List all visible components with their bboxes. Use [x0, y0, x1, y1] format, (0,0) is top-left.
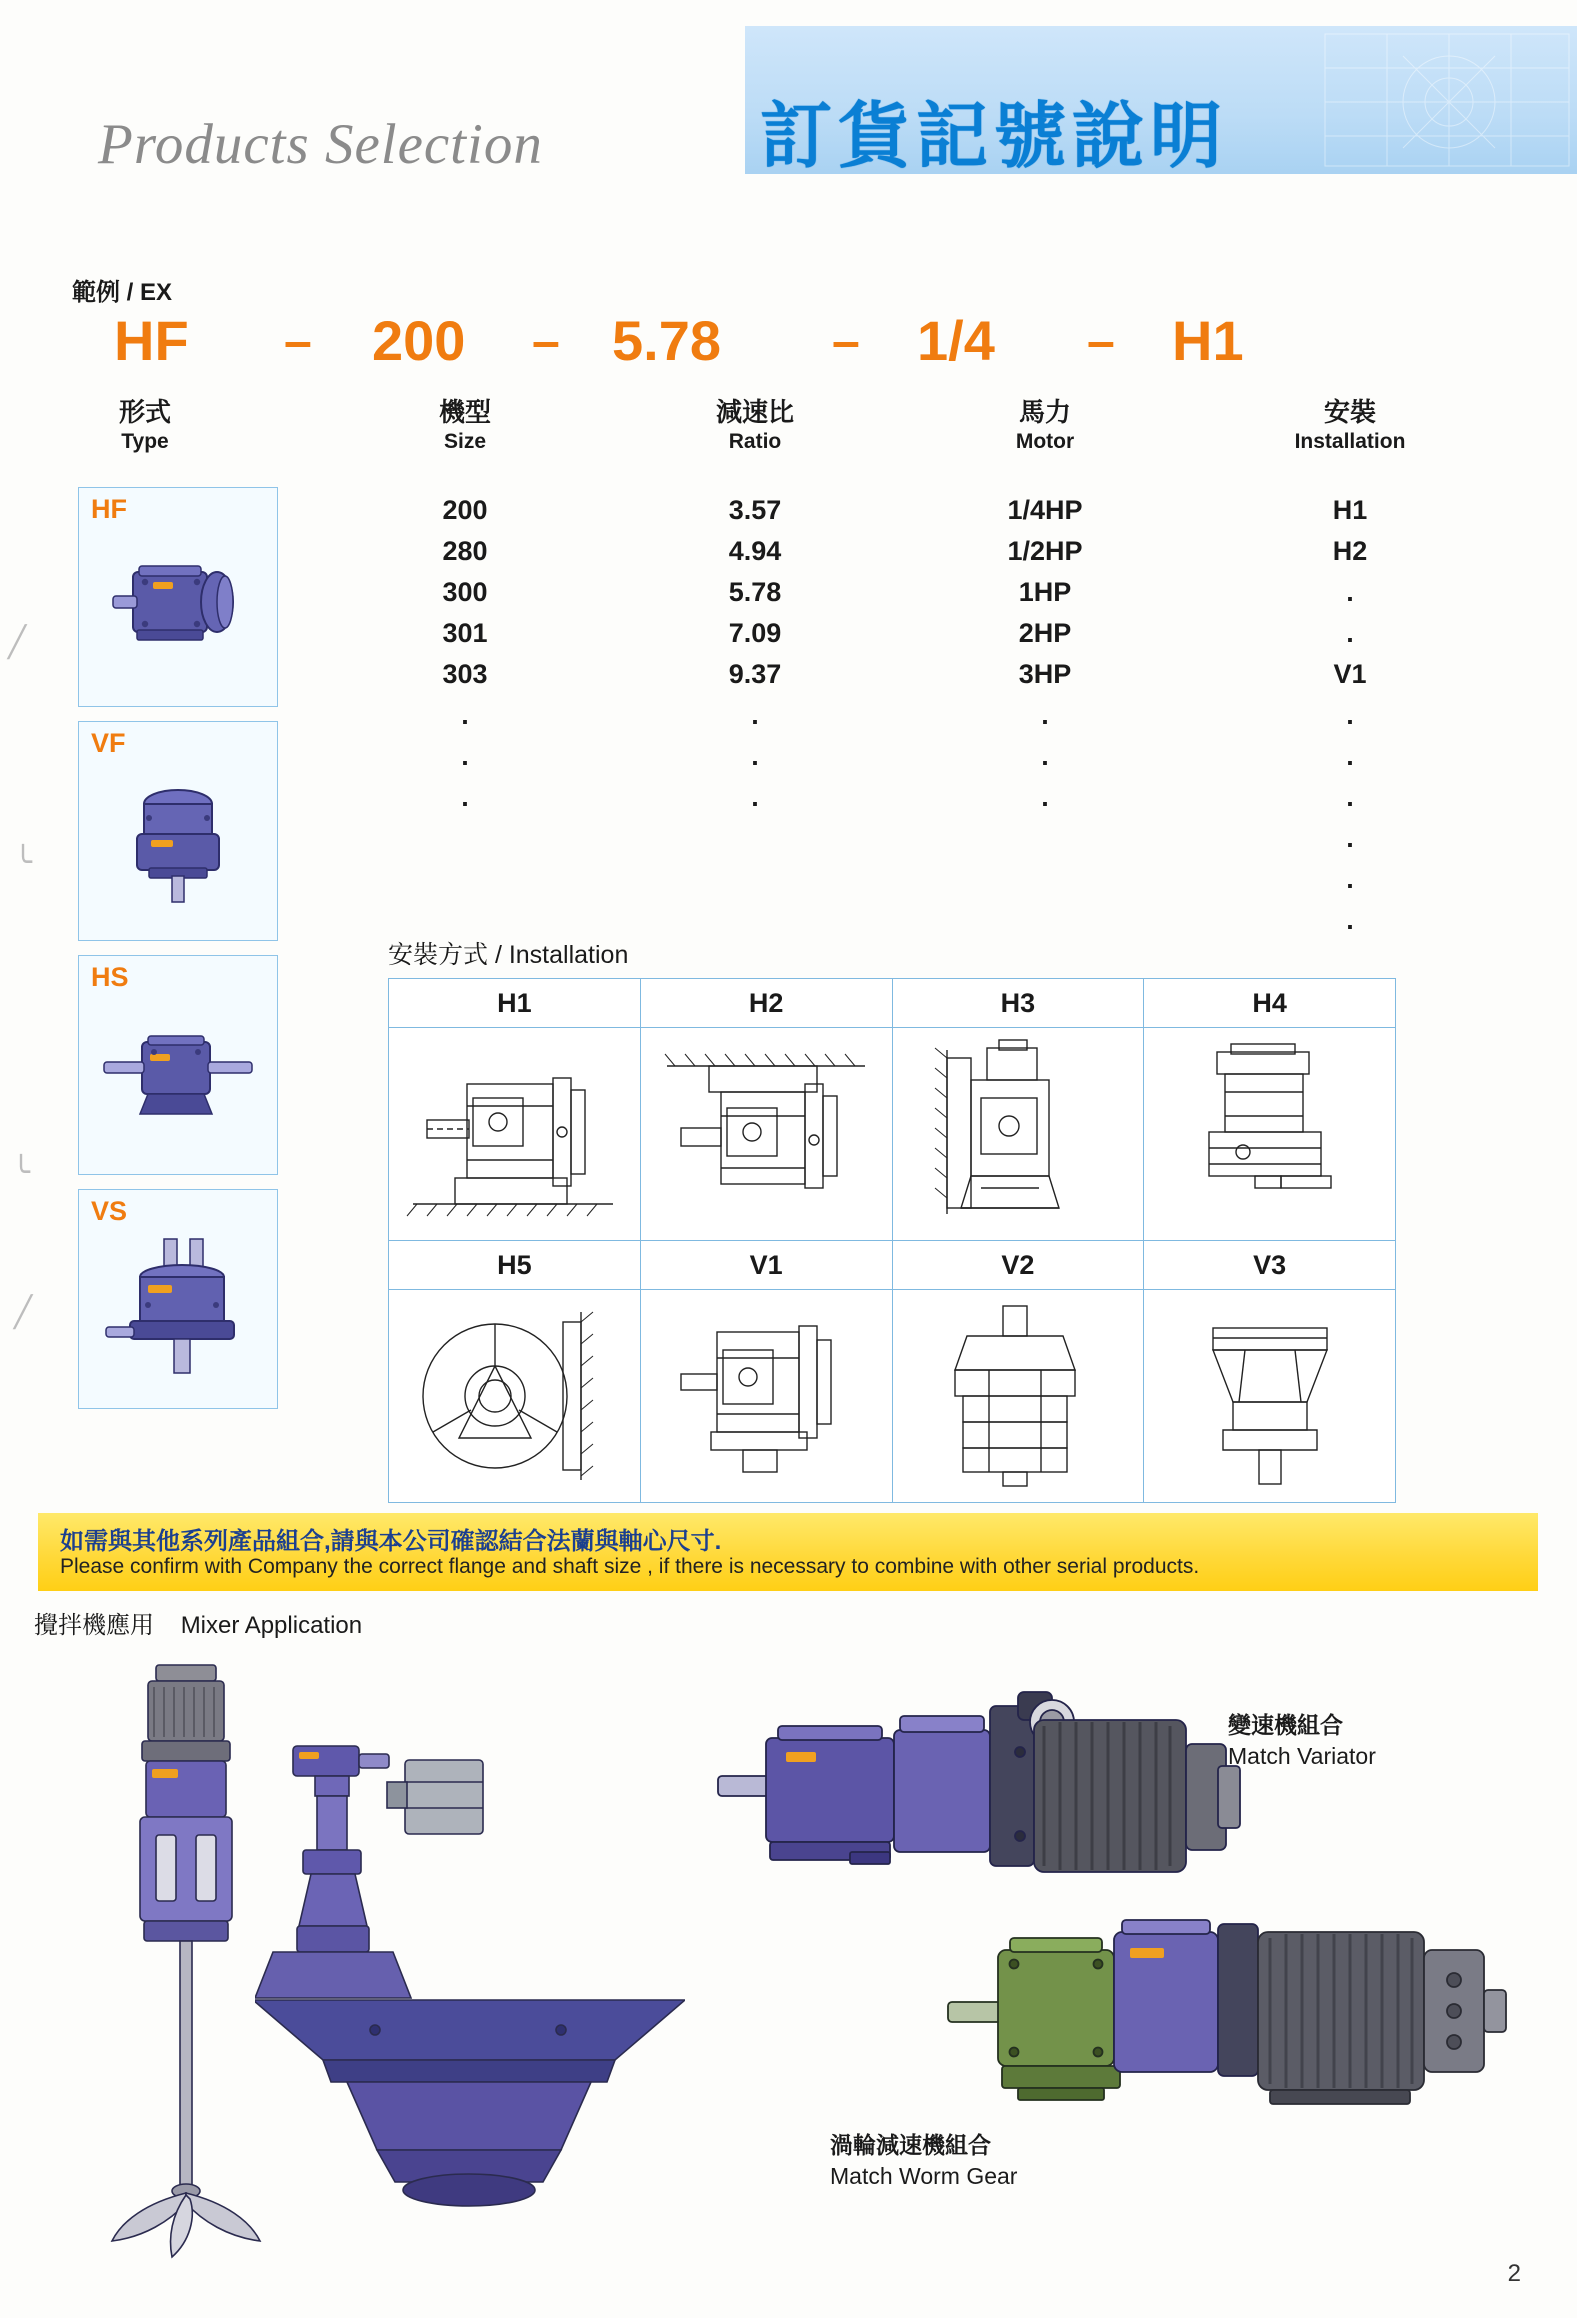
type-thumb-vf [78, 721, 278, 941]
column-head-ratio-cn: 減速比 [715, 397, 794, 427]
column-head-type-en: Type [121, 429, 169, 453]
installation-label-v3: V3 [1144, 1241, 1396, 1290]
list-item: 1/4HP [1007, 495, 1083, 525]
list-item: . [751, 700, 759, 730]
list-item: 3HP [1018, 659, 1072, 689]
code-part-ratio: 5.78 [612, 309, 721, 372]
decorative-blueprint-grid [1317, 26, 1577, 174]
column-head-ratio [640, 398, 870, 455]
mixer-plate-mount-image [255, 1730, 685, 2240]
installation-label-h1: H1 [389, 979, 641, 1028]
installation-header-row-1 [389, 979, 1396, 1028]
page-number: 2 [1507, 2260, 1521, 2287]
variator-caption [1228, 1710, 1376, 1772]
type-thumb-vs-label: VS [91, 1196, 128, 1226]
type-thumb-hf [78, 487, 278, 707]
list-installation [1235, 490, 1465, 941]
installation-label-h4: H4 [1144, 979, 1396, 1028]
type-thumb-hs-label: HS [91, 962, 129, 992]
worm-gear-caption-en: Match Worm Gear [830, 2163, 1018, 2190]
notice-text-english: Please confirm with Company the correct flange and shaft size , if there is necessary to combine with other serial products. [60, 1555, 1200, 1578]
installation-drawing-v1 [640, 1290, 892, 1503]
scan-artifact-3: ╰ [12, 1156, 31, 1189]
code-separator-1: – [284, 313, 312, 369]
installation-label-h3: H3 [892, 979, 1144, 1028]
list-item: V1 [1333, 659, 1367, 689]
installation-caption: 安裝方式 / Installation [388, 941, 629, 969]
column-head-installation-cn: 安裝 [1323, 397, 1376, 427]
list-item: . [1346, 700, 1354, 730]
list-item: 2HP [1018, 618, 1072, 648]
list-item: . [751, 741, 759, 771]
code-part-motor: 1/4 [917, 309, 995, 372]
list-item: 301 [442, 618, 488, 648]
list-item: 303 [442, 659, 488, 689]
installation-label-h5: H5 [389, 1241, 641, 1290]
mixer-application-caption-cn: 攪拌機應用 [34, 1612, 154, 1639]
mixer-application-caption-en: Mixer Application [180, 1612, 363, 1639]
list-item: . [1346, 782, 1354, 812]
gearbox-vs-image [90, 1233, 266, 1383]
order-code-row [72, 308, 1492, 370]
notice-band [38, 1513, 1538, 1591]
list-item: . [1041, 700, 1049, 730]
list-item: . [461, 700, 469, 730]
list-item: . [1041, 741, 1049, 771]
list-item: . [1346, 864, 1354, 894]
column-head-motor [930, 398, 1160, 455]
gearbox-hf-image [93, 546, 263, 666]
worm-gear-assembly-image [940, 1880, 1520, 2190]
code-part-type: HF [114, 309, 189, 372]
list-item: H1 [1332, 495, 1368, 525]
code-separator-3: – [832, 313, 860, 369]
list-motor [930, 490, 1160, 818]
scan-artifact-1: ╱ [8, 626, 27, 659]
type-thumb-vf-label: VF [91, 728, 126, 758]
installation-drawing-row-1 [389, 1028, 1396, 1241]
list-item: . [1346, 577, 1354, 607]
scan-artifact-2: ╰ [14, 846, 33, 879]
example-label: 範例 / EX [72, 279, 173, 306]
type-thumb-hs [78, 955, 278, 1175]
installation-drawing-h5 [389, 1290, 641, 1503]
installation-drawing-h4 [1144, 1028, 1396, 1241]
installation-label-v1: V1 [640, 1241, 892, 1290]
worm-gear-caption [830, 2130, 1017, 2192]
page-title-english: Products Selection [98, 113, 543, 176]
list-ratio [640, 490, 870, 818]
list-item: 1/2HP [1007, 536, 1083, 566]
list-item: . [1041, 782, 1049, 812]
column-head-size-cn: 機型 [438, 397, 491, 427]
list-size [350, 490, 580, 818]
list-item: . [461, 741, 469, 771]
variator-caption-en: Match Variator [1228, 1743, 1376, 1770]
page-header [0, 0, 1577, 240]
list-item: 7.09 [728, 618, 782, 648]
notice-text-chinese: 如需與其他系列產品組合,請與本公司確認結合法蘭與軸心尺寸. [60, 1528, 722, 1555]
column-head-ratio-en: Ratio [728, 429, 782, 453]
list-item: . [1346, 823, 1354, 853]
code-separator-2: – [532, 313, 560, 369]
code-part-size: 200 [372, 309, 466, 372]
column-head-installation-en: Installation [1294, 429, 1406, 453]
type-thumb-vs [78, 1189, 278, 1409]
list-item: 9.37 [728, 659, 782, 689]
list-item: 4.94 [728, 536, 782, 566]
scan-artifact-4: ╱ [14, 1296, 33, 1329]
column-head-type [30, 398, 260, 455]
installation-label-h2: H2 [640, 979, 892, 1028]
list-item: . [1346, 618, 1354, 648]
column-head-motor-en: Motor [1015, 429, 1075, 453]
installation-drawing-row-2 [389, 1290, 1396, 1503]
variator-caption-cn: 變速機組合 [1228, 1712, 1343, 1738]
list-item: H2 [1332, 536, 1368, 566]
list-item: . [1346, 741, 1354, 771]
list-item: . [1346, 905, 1354, 935]
code-separator-4: – [1087, 313, 1115, 369]
list-item: . [751, 782, 759, 812]
column-head-size-en: Size [443, 429, 487, 453]
page-title-chinese: 訂貨記號說明 [760, 97, 1229, 177]
installation-drawing-h1 [389, 1028, 641, 1241]
list-item: 1HP [1018, 577, 1072, 607]
gearbox-vf-image [93, 770, 263, 910]
column-head-size [350, 398, 580, 455]
mixer-application-caption [34, 1605, 362, 1640]
list-item: 3.57 [728, 495, 782, 525]
code-part-installation: H1 [1172, 309, 1244, 372]
list-item: . [461, 782, 469, 812]
installation-drawing-v2 [892, 1290, 1144, 1503]
type-thumb-hf-label: HF [91, 494, 127, 524]
list-item: 280 [442, 536, 488, 566]
list-item: 300 [442, 577, 488, 607]
column-head-motor-cn: 馬力 [1018, 397, 1071, 427]
installation-drawing-h2 [640, 1028, 892, 1241]
installation-label-v2: V2 [892, 1241, 1144, 1290]
list-item: 5.78 [728, 577, 782, 607]
column-head-installation [1235, 398, 1465, 455]
installation-table [388, 978, 1396, 1503]
installation-header-row-2 [389, 1241, 1396, 1290]
installation-drawing-v3 [1144, 1290, 1396, 1503]
worm-gear-caption-cn: 渦輪減速機組合 [830, 2132, 991, 2158]
list-item: 200 [442, 495, 488, 525]
gearbox-hs-image [90, 1014, 266, 1134]
installation-drawing-h3 [892, 1028, 1144, 1241]
column-head-type-cn: 形式 [118, 397, 171, 427]
